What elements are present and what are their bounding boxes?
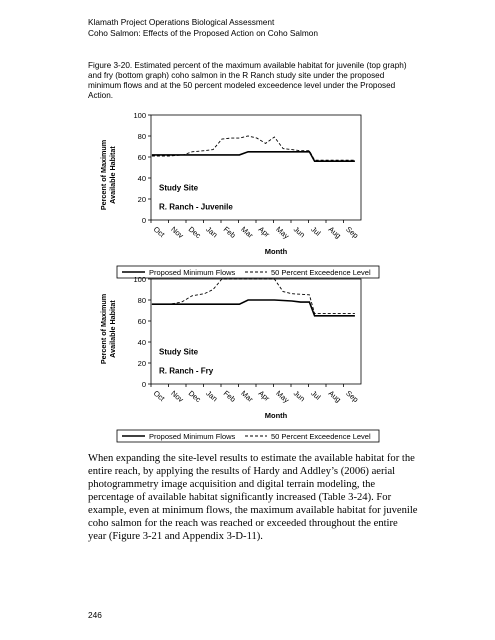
series-line-minimum-flows (152, 152, 355, 161)
x-tick-label: Mar (239, 388, 255, 404)
x-tick-label: Jan (204, 388, 220, 404)
study-site-label: Study Site (159, 347, 199, 357)
y-tick-label: 100 (133, 111, 146, 120)
x-tick-label: Mar (239, 224, 255, 240)
chart-fry (95, 272, 395, 441)
chart-fry-svg (95, 272, 395, 441)
chart-juvenile-svg (95, 108, 395, 277)
document-header-line2: Coho Salmon: Effects of the Proposed Action on Coho Salmon (88, 28, 318, 38)
x-tick-label: Feb (221, 388, 238, 404)
chart-y-axis-label-line1: Percent of Maximum (99, 293, 108, 365)
y-tick-label: 40 (137, 174, 146, 183)
figure-caption: Figure 3-20. Estimated percent of the maximum available habitat for juvenile (top graph) and fry (bottom graph) coho salmon in the R Ranch study site under the proposed minimum flows and at the 50 percent modeled exceedence level under the Proposed Action. (88, 61, 407, 100)
x-tick-label: Apr (256, 224, 272, 240)
legend-label-minimum-flows: Proposed Minimum Flows (149, 432, 236, 441)
legend-label-exceedence: 50 Percent Exceedence Level (271, 268, 371, 277)
y-tick-label: 100 (133, 275, 146, 284)
y-tick-label: 60 (137, 317, 146, 326)
x-tick-label: May (274, 224, 291, 241)
page-number: 246 (88, 610, 102, 620)
x-tick-label: Jan (204, 224, 220, 240)
x-tick-label: Sep (344, 388, 361, 405)
x-tick-label: Jun (291, 224, 307, 240)
y-tick-label: 20 (137, 195, 146, 204)
x-tick-label: Aug (326, 224, 343, 241)
chart-y-axis-label-line1: Percent of Maximum (99, 139, 108, 211)
x-tick-label: Nov (169, 224, 186, 241)
y-tick-label: 80 (137, 132, 146, 141)
x-tick-label: Feb (221, 224, 238, 240)
x-axis-title: Month (264, 411, 288, 420)
y-tick-label: 0 (141, 216, 146, 225)
chart-juvenile (95, 108, 395, 277)
x-tick-label: Jul (309, 224, 323, 238)
x-tick-label: Oct (151, 388, 167, 404)
x-tick-label: Oct (151, 224, 167, 240)
series-line-exceedence (152, 279, 355, 314)
x-tick-label: Sep (344, 224, 361, 241)
x-tick-label: Dec (186, 224, 203, 241)
y-tick-label: 80 (137, 296, 146, 305)
legend-label-minimum-flows: Proposed Minimum Flows (149, 268, 236, 277)
x-axis-title: Month (264, 247, 288, 256)
x-tick-label: Jun (291, 388, 307, 404)
site-name-label: R. Ranch - Juvenile (159, 202, 233, 212)
body-paragraph: When expanding the site-level results to estimate the available habitat for the entire reach, by applying the results of Hardy and Addley’s (2006) aerial photogrammetry image acquisition and digital terrain modeling, the percentage of available habitat significantly increased (Table 3-24). For example, even at minimum flows, the maximum available habitat for juvenile coho salmon for the reach was reached or exceeded throughout the entire year (Figure 3-21 and Appendix 3-D-11). (88, 453, 418, 542)
document-header-line1: Klamath Project Operations Biological Assessment (88, 17, 275, 27)
x-tick-label: Jul (309, 388, 323, 402)
y-tick-label: 0 (141, 380, 146, 389)
series-line-exceedence (152, 136, 355, 160)
y-tick-label: 20 (137, 359, 146, 368)
chart-y-axis-label-line2: Available Habitat (107, 300, 117, 358)
chart-y-axis-label-line2: Available Habitat (107, 146, 117, 204)
y-tick-label: 60 (137, 153, 146, 162)
x-tick-label: Apr (256, 388, 272, 404)
x-tick-label: Aug (326, 388, 343, 405)
legend-label-exceedence: 50 Percent Exceedence Level (271, 432, 371, 441)
study-site-label: Study Site (159, 183, 199, 193)
y-tick-label: 40 (137, 338, 146, 347)
site-name-label: R. Ranch - Fry (159, 366, 214, 376)
x-tick-label: May (274, 388, 291, 405)
x-tick-label: Dec (186, 388, 203, 405)
x-tick-label: Nov (169, 388, 186, 405)
